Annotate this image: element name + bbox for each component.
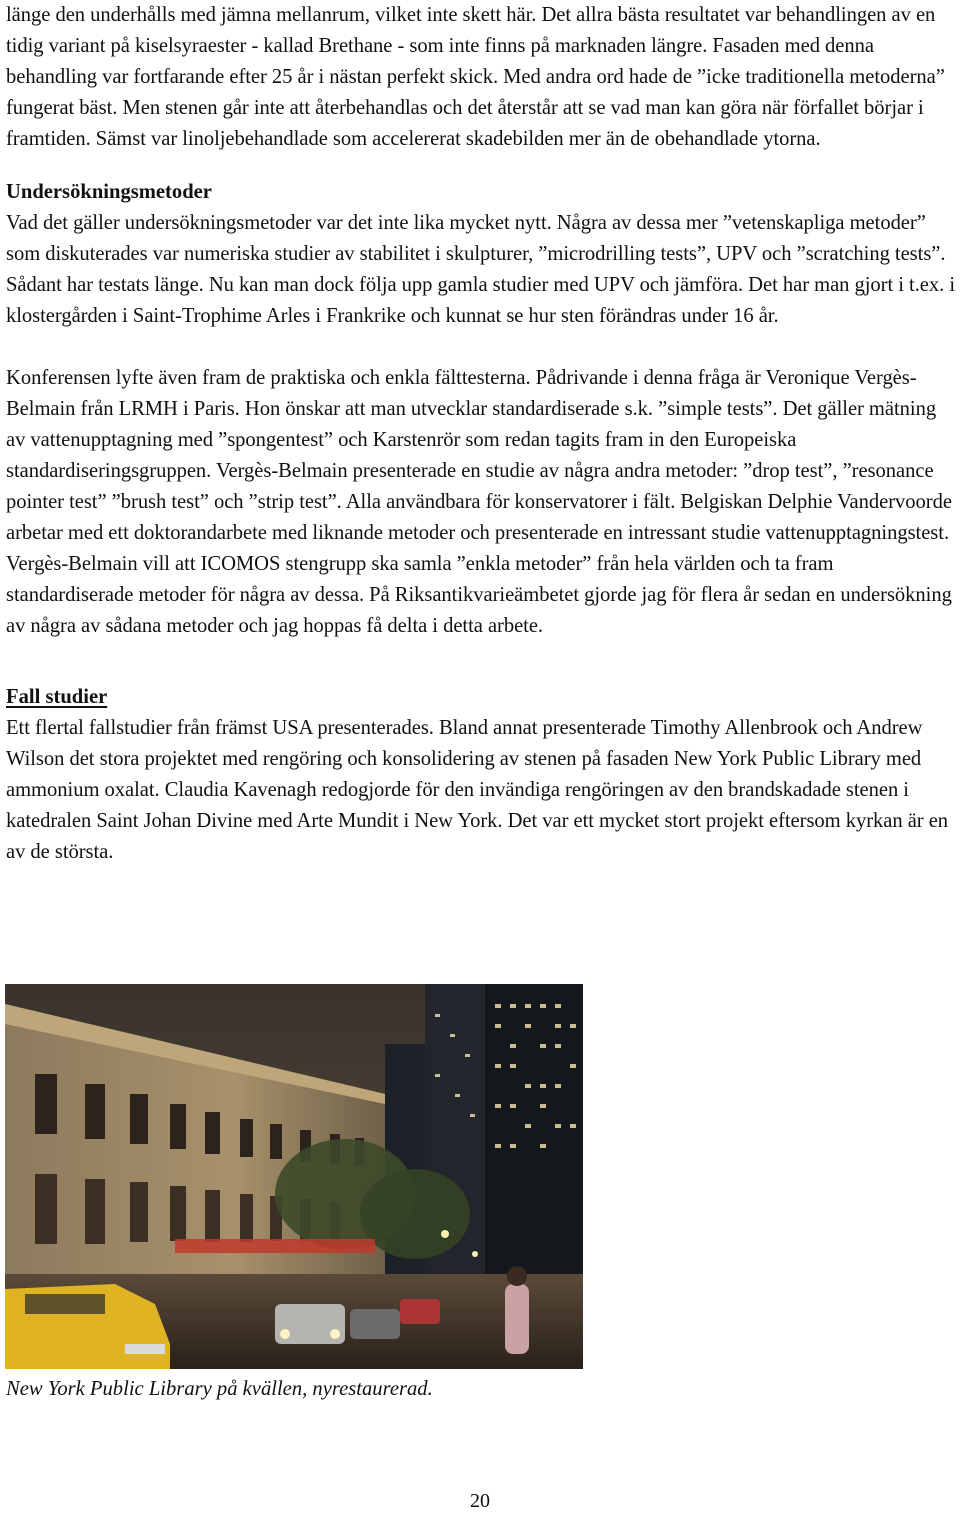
heading-fall-studier: Fall studier (6, 686, 108, 708)
heading-undersokningsmetoder: Undersökningsmetoder (6, 181, 212, 203)
document-page (6, 0, 956, 868)
paragraph-methods: Vad det gäller undersökningsmetoder var det inte lika mycket nytt. Några av dessa mer ”vetenskapliga metoder” som diskuterades var numeriska studier av stabilitet i skulpturer, ”microdrilling tests”, UPV och ”scratching tests”. Sådant har testats länge. Nu kan man dock följa upp gamla studier med UPV och jämföra. Det har man gjort i t.ex. i klostergården i Saint-Trophime Arles i Frankrike och kunnat se hur sten förändras under 16 år. (6, 212, 955, 327)
paragraph-intro: länge den underhålls med jämna mellanrum, vilket inte skett här. Det allra bästa resultatet var behandlingen av en tidig variant på kiselsyraester - kallad Brethane - som inte finns på marknaden längre. Fasaden med denna behandling var fortfarande efter 25 år i nästan perfekt skick. Med andra ord hade de ”icke traditionella metoderna” fungerat bäst. Men stenen går inte att återbehandlas och det återstår att se vad man kan göra när förfallet börjar i framtiden. Sämst var linoljebehandlade som accelererat skadebilden mer än de obehandlade ytorna. (6, 4, 945, 150)
figure-caption: New York Public Library på kvällen, nyrestaurerad. (6, 1378, 433, 1400)
paragraph-case-studies: Ett flertal fallstudier från främst USA presenterades. Bland annat presenterade Timothy Allenbrook och Andrew Wilson det stora projektet med rengöring och konsolidering av stenen på fasaden New York Public Library med ammonium oxalat. Claudia Kavenagh redogjorde för den invändiga rengöringen av den brandskadade stenen i katedralen Saint Johan Divine med Arte Mundit i New York. Det var ett mycket stort projekt eftersom kyrkan är en av de största. (6, 717, 949, 863)
paragraph-conference: Konferensen lyfte även fram de praktiska och enkla fälttesterna. Pådrivande i denna fråga är Veronique Vergès-Belmain från LRMH i Paris. Hon önskar att man utvecklar standardiserade s.k. ”simple tests”. Det gäller mätning av vattenupptagning med ”spongentest” och Karstenrör som redan tagits fram in den Europeiska standardiseringsgruppen. Vergès-Belmain presenterade en studie av några andra metoder: ”drop test”, ”resonance pointer test” ”brush test” och ”strip test”. Alla användbara för konservatorer i fält. Belgiskan Delphie Vandervoorde arbetar med ett doktorandarbete med liknande metoder och presenterade en intressant studie vattenupptagningstest. Vergès-Belmain vill att ICOMOS stengrupp ska samla ”enkla metoder” från hela världen och ta fram standardiserade metoder för några av dessa. På Riksantikvarieämbetet gjorde jag för flera år sedan en undersökning av några av sådana metoder och jag hoppas få delta i detta arbete. (6, 367, 952, 637)
page-number: 20 (470, 1490, 490, 1512)
library-photo-illustration (5, 984, 583, 1369)
library-photo (5, 984, 583, 1369)
